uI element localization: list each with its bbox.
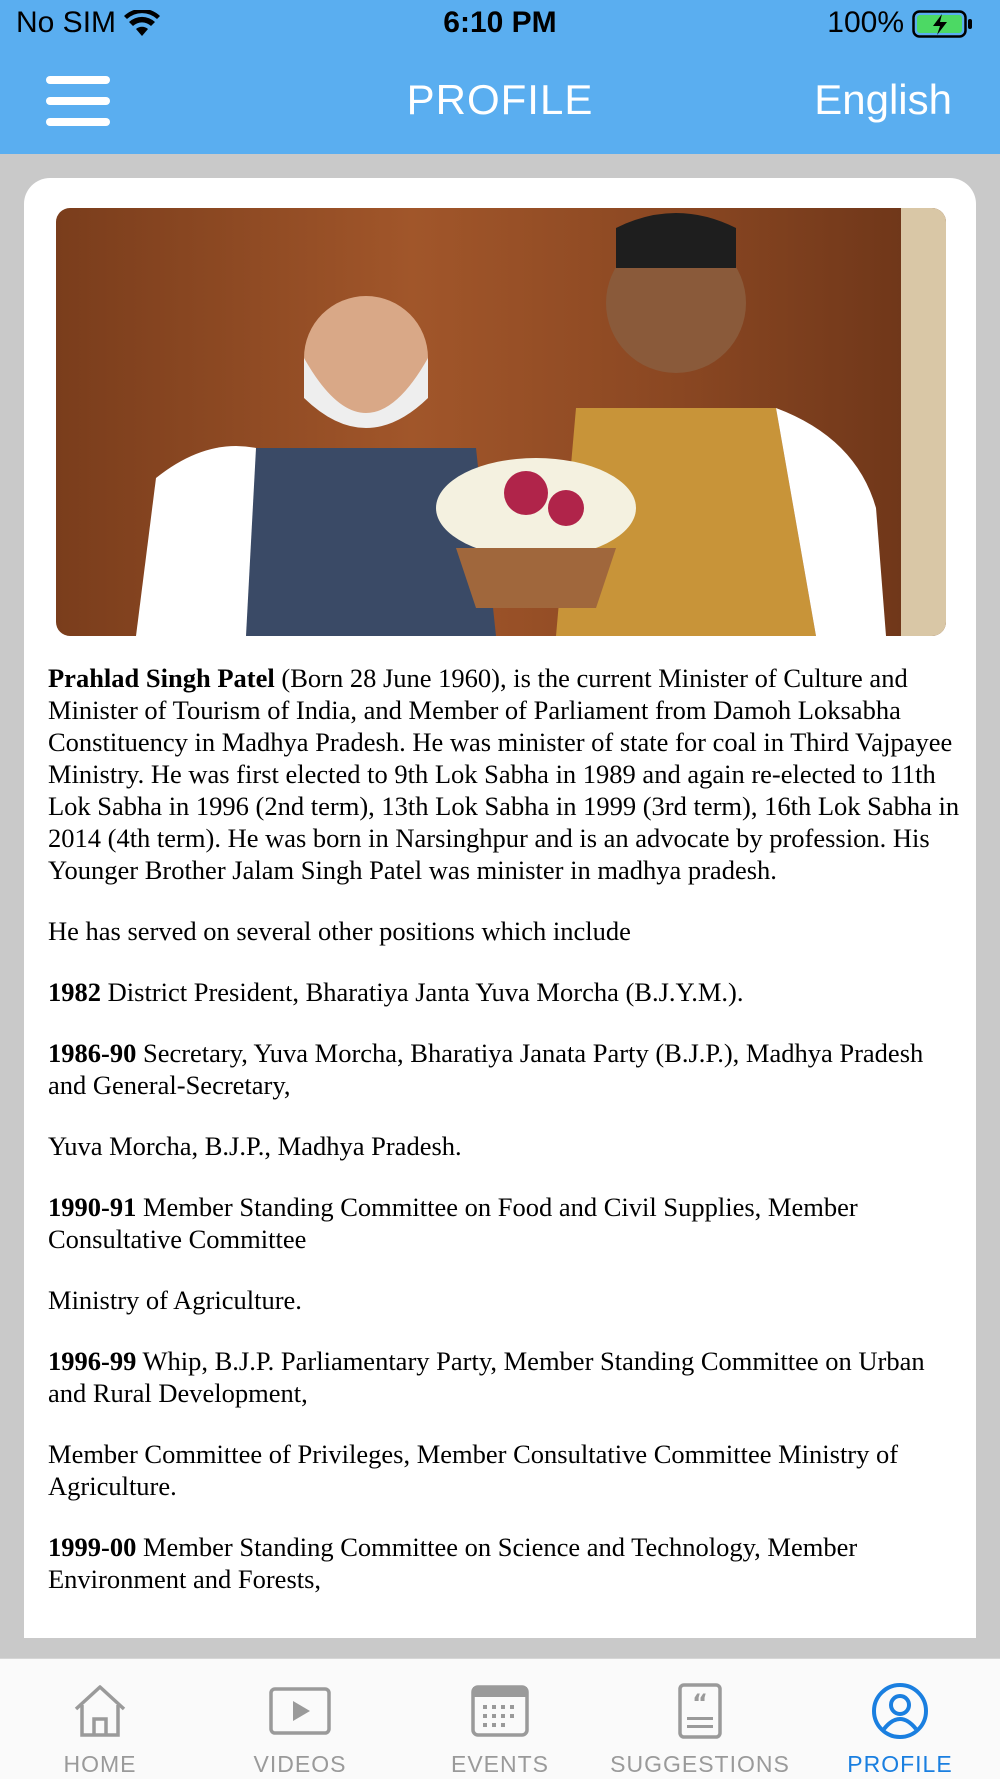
nav-bar	[0, 48, 1000, 154]
page-title: PROFILE	[406, 76, 594, 123]
tab-label: SUGGESTIONS	[610, 1751, 790, 1777]
tab-label: PROFILE	[847, 1751, 953, 1777]
battery-icon	[912, 10, 974, 38]
person-name: Prahlad Singh Patel	[48, 663, 275, 693]
profile-card	[24, 178, 976, 1638]
home-icon	[68, 1681, 132, 1741]
position-item: Yuva Morcha, B.J.P., Madhya Pradesh.	[48, 1131, 462, 1161]
position-item: 1999-00 Member Standing Committee on Science and Technology, Member Environment and Forests,	[48, 1532, 858, 1594]
positions-intro: He has served on several other positions which include	[48, 916, 631, 946]
tab-suggestions[interactable]	[600, 1659, 800, 1779]
position-item: 1986-90 Secretary, Yuva Morcha, Bharatiya Janata Party (B.J.P.), Madhya Pradesh and General-Secretary,	[48, 1038, 924, 1100]
battery-percent: 100%	[827, 6, 904, 39]
quote-note-icon	[668, 1681, 732, 1741]
svg-text:“: “	[692, 1689, 708, 1717]
tab-label: EVENTS	[450, 1751, 550, 1777]
language-toggle[interactable]: English	[814, 76, 952, 123]
tab-label: VIDEOS	[253, 1751, 347, 1777]
tab-bar	[0, 1658, 1000, 1779]
video-icon	[268, 1681, 332, 1741]
bio-intro	[48, 662, 968, 886]
carrier-label: No SIM	[16, 6, 117, 39]
position-item: Ministry of Agriculture.	[48, 1285, 302, 1315]
position-item: 1990-91 Member Standing Committee on Food and Civil Supplies, Member Consultative Committee	[48, 1192, 858, 1254]
biography-text	[48, 662, 968, 1624]
position-item: 1982 District President, Bharatiya Janta Yuva Morcha (B.J.Y.M.).	[48, 977, 744, 1007]
bio-intro-text: (Born 28 June 1960), is the current Minister of Culture and Minister of Tourism of India, and Member of Parliament from Damoh Loksabha Constituency in Madhya Pradesh. He was minister of state for coal in Third Vajpayee Ministry. He was first elected to 9th Lok Sabha in 1989 and again re-elected to 11th Lok Sabha in 1996 (2nd term), 13th Lok Sabha in 1999 (3rd term), 16th Lok Sabha in 2014 (4th term). He was born in Narsinghpur and is an advocate by profession. His Younger Brother Jalam Singh Patel was minister in madhya pradesh.	[48, 663, 960, 885]
tab-profile[interactable]	[800, 1659, 1000, 1779]
status-bar	[0, 0, 1000, 48]
tab-home[interactable]	[0, 1659, 200, 1779]
tab-label: HOME	[63, 1751, 137, 1777]
clock: 6:10 PM	[443, 6, 557, 39]
profile-photo	[56, 208, 946, 636]
tab-videos[interactable]	[200, 1659, 400, 1779]
photo-illustration	[56, 208, 946, 636]
position-item: Member Committee of Privileges, Member Consultative Committee Ministry of Agriculture.	[48, 1439, 899, 1501]
calendar-icon	[468, 1681, 532, 1741]
user-circle-icon	[868, 1681, 932, 1741]
position-item: 1996-99 Whip, B.J.P. Parliamentary Party, Member Standing Committee on Urban and Rural Development,	[48, 1346, 925, 1408]
tab-events[interactable]	[400, 1659, 600, 1779]
